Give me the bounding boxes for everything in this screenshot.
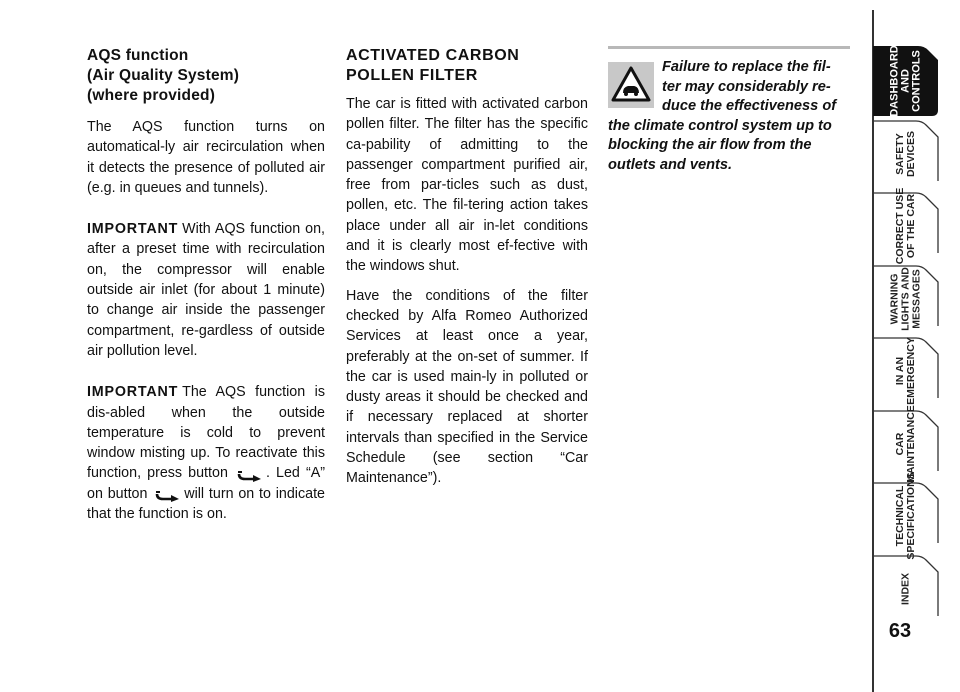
important-note-1 xyxy=(87,219,325,361)
sidebar-tab-car[interactable] xyxy=(872,404,940,483)
pollen-heading-line: ACTIVATED CARBON xyxy=(346,47,520,64)
column-aqs xyxy=(87,46,325,533)
column-pollen-filter xyxy=(346,46,588,498)
warning-box xyxy=(608,46,850,175)
warning-triangle-icon xyxy=(608,62,654,108)
aqs-heading-line: AQS function xyxy=(87,47,189,64)
warning-line: the climate control system up to xyxy=(608,117,832,134)
sidebar-tab-label: WARNING LIGHTS AND MESSAGES xyxy=(888,266,923,331)
sidebar-tab-dashboard[interactable] xyxy=(872,46,940,116)
important-text: will turn on to indicate that the function is on. xyxy=(87,485,326,523)
sidebar-tab-label: CORRECT USE OF THE CAR xyxy=(894,187,917,265)
sidebar-tab-correct-use[interactable] xyxy=(872,187,940,265)
aqs-heading xyxy=(87,46,325,106)
warning-line: blocking the air flow from the xyxy=(608,137,812,153)
pollen-paragraph-1: The car is fitted with activated carbon pollen filter. The filter has the specific ca-pability of admitting to the passenger compartment purified air, free from par-ticles such as dust, pollen, etc. The fil-tering action takes place under all air in-let conditions and it is clearly most ef-fective with the windows shut. xyxy=(346,96,588,275)
sidebar-tab-label: IN AN EMERGENCY xyxy=(894,337,917,405)
warning-line: duce the effectiveness of xyxy=(662,98,837,114)
pollen-filter-heading xyxy=(346,46,588,86)
recirculation-icon xyxy=(237,468,263,480)
sidebar-tab-warning[interactable] xyxy=(872,264,940,334)
warning-rule xyxy=(608,46,850,49)
sidebar-tab-label: CAR MAINTENANCE xyxy=(894,404,917,483)
sidebar-tab-label: INDEX xyxy=(899,572,912,605)
important-text: . Led “A” on button xyxy=(87,465,326,502)
warning-line: outlets and vents. xyxy=(608,156,733,173)
sidebar-tab-label: TECHNICAL SPECIFICATIONS xyxy=(894,472,917,560)
warning-line: ter may considerably re- xyxy=(662,78,831,95)
page-number: 63 xyxy=(888,620,912,642)
important-label: IMPORTANT xyxy=(87,221,179,238)
important-text: With AQS function on, after a preset time with recirculation on, the compressor will enable outside air inlet (for about 1 minute) to change air inside the passenger compartment, re-gardless of outside air pollution level. xyxy=(87,221,325,359)
important-label: IMPORTANT xyxy=(87,384,179,401)
aqs-heading-line: (where provided) xyxy=(87,87,216,104)
pollen-heading-line: POLLEN FILTER xyxy=(346,67,478,84)
aqs-paragraph: The AQS function turns on automatical-ly air recirculation when it detects the presence of polluted air (e.g. in queues and tunnels). xyxy=(87,119,325,196)
sidebar-tab-label: DASHBOARD AND CONTROLS xyxy=(888,45,923,117)
pollen-paragraph-2: Have the conditions of the filter checked by Alfa Romeo Authorized Services at least once a year, preferably at the on-set of summer. If the car is used main-ly in polluted or dusty areas it should be checked and if necessary replaced at shorter intervals than specified in the Service Schedule (see section “Car Maintenance”). xyxy=(346,287,588,487)
sidebar-tab-label: SAFETY DEVICES xyxy=(894,130,917,177)
aqs-heading-line: (Air Quality System) xyxy=(87,67,240,84)
sidebar-tab-index[interactable] xyxy=(872,554,940,624)
important-text: The AQS function is dis-abled when the outside temperature is cold to prevent window misting up. To reactivate this function, press button xyxy=(87,384,325,482)
sidebar-tab-in-an[interactable] xyxy=(872,336,940,406)
recirculation-icon xyxy=(155,488,181,500)
sidebar-tab-technical[interactable] xyxy=(872,472,940,560)
important-note-2 xyxy=(87,382,325,524)
sidebar-tab-safety[interactable] xyxy=(872,119,940,189)
warning-line: Failure to replace the fil- xyxy=(662,59,831,75)
